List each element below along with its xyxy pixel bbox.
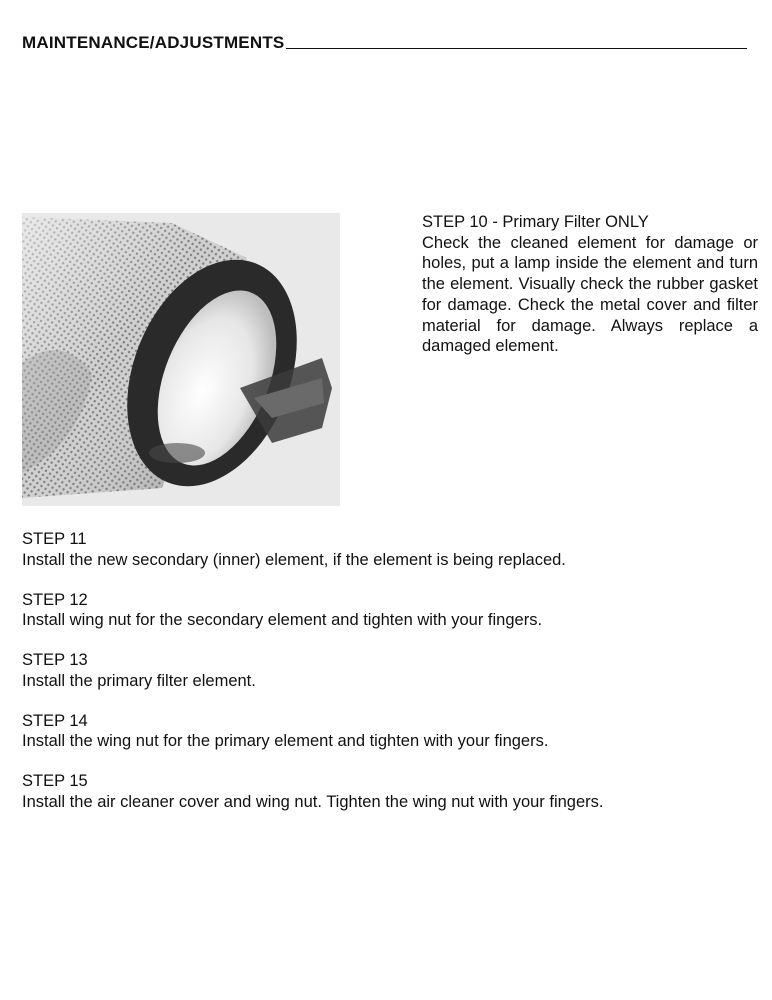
step-body: Check the cleaned element for damage or holes, put a lamp inside the element and turn the element. Visually check the rubber gasket for damage. Check the metal cover and filter material for damage. Always replace a damaged element. (422, 233, 758, 356)
header-rule (286, 48, 747, 49)
steps-list (22, 529, 762, 832)
section-title: MAINTENANCE/ADJUSTMENTS (22, 33, 285, 52)
step-heading: STEP 15 (22, 772, 88, 790)
step-body: Install the air cleaner cover and wing nut. Tighten the wing nut with your fingers. (22, 792, 604, 811)
step-14 (22, 711, 762, 752)
step-heading: STEP 14 (22, 711, 88, 730)
page-header (22, 33, 747, 53)
step-13 (22, 650, 762, 691)
step-heading: STEP 13 (22, 651, 88, 669)
step-heading: STEP 11 (22, 530, 87, 548)
step-heading: STEP 10 - Primary Filter ONLY (422, 213, 649, 231)
step-heading: STEP 12 (22, 590, 88, 609)
air-filter-photo (22, 213, 340, 506)
step-body: Install the primary filter element. (22, 671, 256, 690)
step-15 (22, 771, 762, 812)
step-12 (22, 590, 762, 631)
step-body: Install the wing nut for the primary element and tighten with your fingers. (22, 732, 549, 750)
step-10 (422, 212, 758, 357)
step-11 (22, 529, 762, 570)
step-body: Install wing nut for the secondary element and tighten with your fingers. (22, 611, 543, 629)
step-body: Install the new secondary (inner) element, if the element is being replaced. (22, 550, 566, 569)
